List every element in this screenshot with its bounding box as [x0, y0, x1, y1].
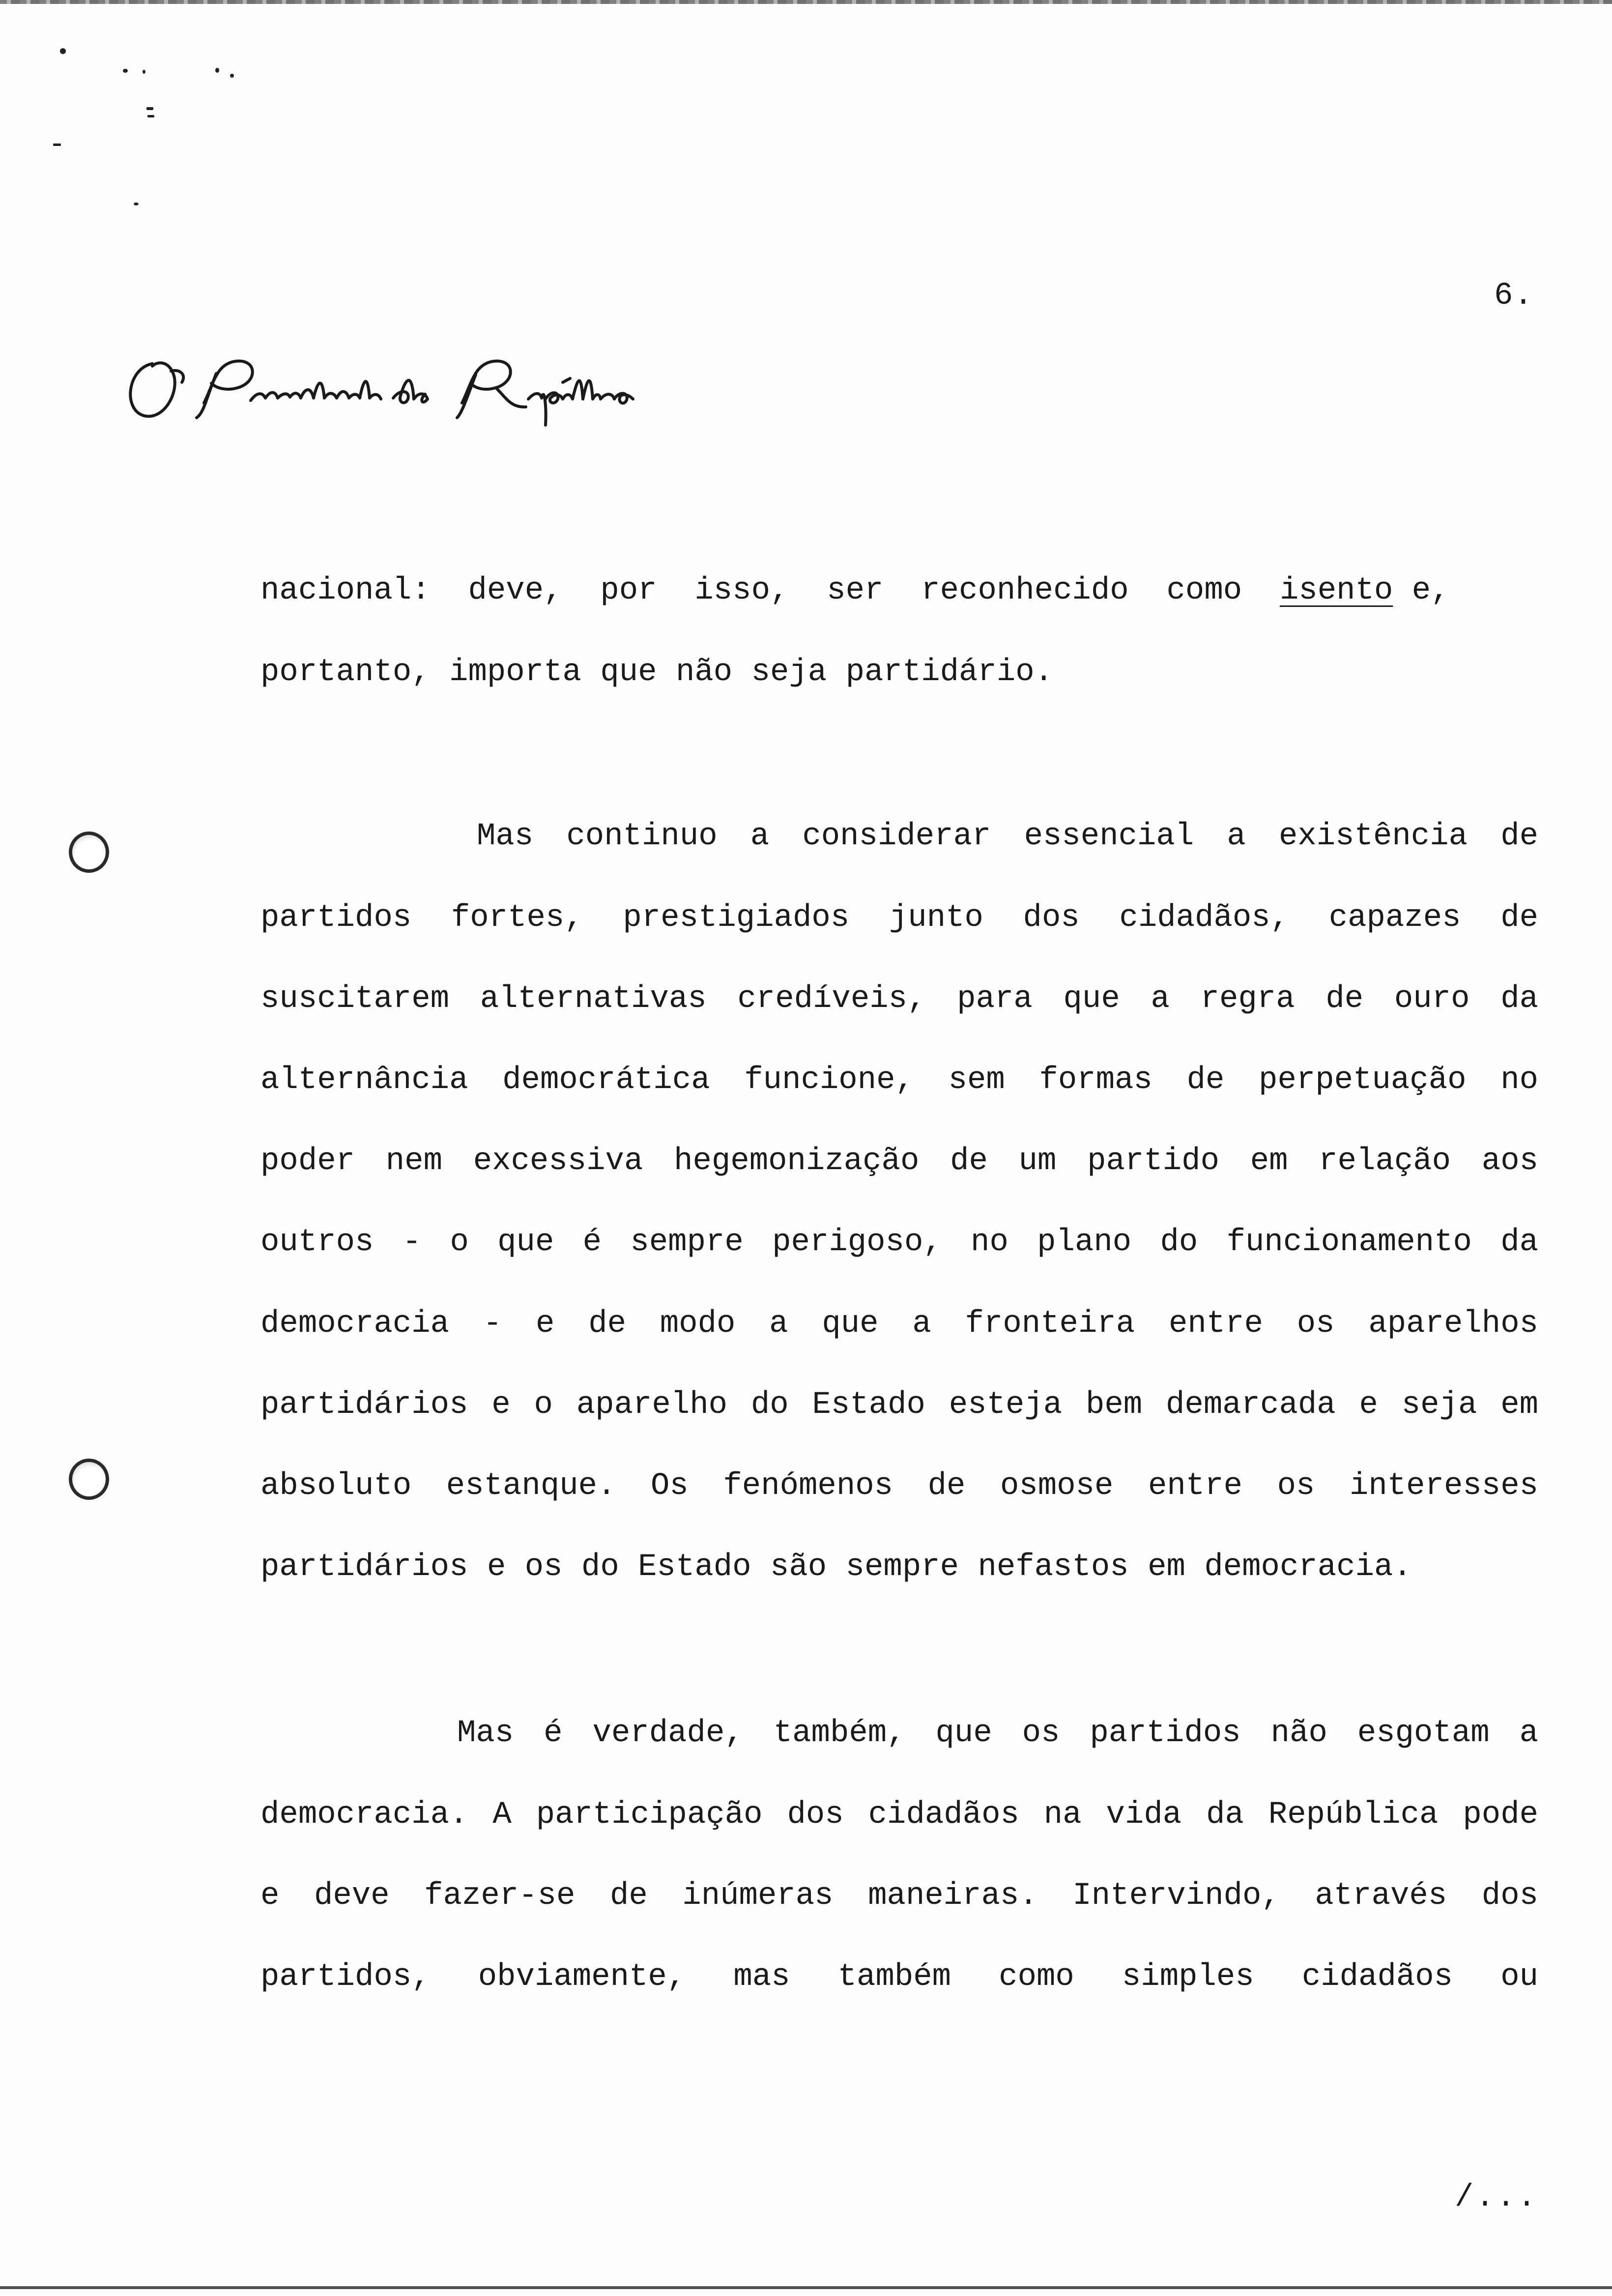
scan-top-edge — [0, 0, 1612, 4]
text-line: democracia - e de modo a que a fronteira entre os aparelhos — [260, 1306, 1538, 1342]
scan-speck — [60, 48, 66, 54]
text-line: portanto, importa que não seja partidário. — [260, 655, 1054, 690]
scan-speck — [123, 69, 128, 73]
scan-speck — [147, 115, 154, 117]
scan-speck — [53, 144, 61, 146]
text-line: absoluto estanque. Os fenómenos de osmose entre os interesses — [260, 1468, 1538, 1504]
scan-speck — [143, 70, 145, 74]
text-line-content: nacional: deve, por isso, ser reconhecido como — [260, 573, 1280, 608]
text-line: poder nem excessiva hegemonização de um partido em relação aos — [260, 1144, 1538, 1179]
text-line: suscitarem alternativas credíveis, para que a regra de ouro da — [260, 981, 1538, 1017]
punch-hole-lower — [69, 1459, 109, 1500]
scan-speck — [230, 74, 234, 78]
text-line: alternância democrática funcione, sem formas de perpetuação no — [260, 1062, 1538, 1098]
text-line: partidários e o aparelho do Estado esteja bem demarcada e seja em — [260, 1387, 1538, 1423]
text-line: Mas continuo a considerar essencial a existência de — [477, 819, 1538, 854]
letterhead-logo — [118, 344, 698, 432]
text-line: e deve fazer-se de inúmeras maneiras. Intervindo, através dos — [260, 1878, 1538, 1914]
text-line: outros - o que é sempre perigoso, no plano do funcionamento da — [260, 1225, 1538, 1260]
text-line: partidários e os do Estado são sempre nefastos em democracia. — [260, 1550, 1412, 1585]
scan-bottom-edge — [0, 2286, 1612, 2289]
page-number: 6. — [1494, 278, 1534, 314]
text-line-tail: e, — [1393, 573, 1450, 608]
scan-speck — [146, 107, 153, 110]
scan-speck — [215, 68, 219, 73]
text-line: democracia. A participação dos cidadãos na vida da República pode — [260, 1797, 1538, 1833]
text-line: Mas é verdade, também, que os partidos não esgotam a — [457, 1716, 1538, 1751]
text-line — [260, 575, 1538, 614]
scan-speck — [134, 202, 139, 205]
text-line: partidos fortes, prestigiados junto dos cidadãos, capazes de — [260, 900, 1538, 936]
punch-hole-upper — [69, 832, 109, 873]
text-line: partidos, obviamente, mas também como simples cidadãos ou — [260, 1959, 1538, 1995]
underlined-word: isento — [1279, 573, 1393, 608]
continuation-mark: /... — [1455, 2180, 1538, 2215]
